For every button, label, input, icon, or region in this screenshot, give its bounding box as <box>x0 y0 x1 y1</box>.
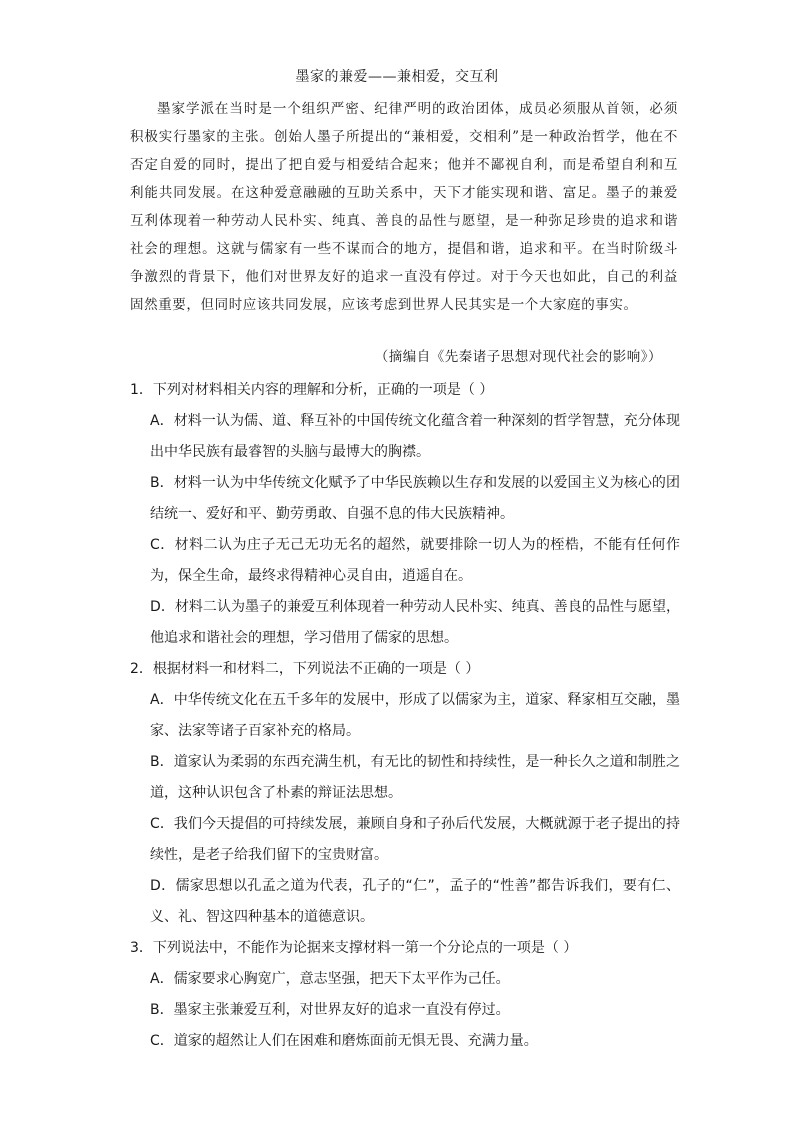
question-1 <box>130 375 680 654</box>
option-a: A．材料一认为儒、道、释互补的中国传统文化蕴含着一种深刻的哲学智慧，充分体现出中华民族有最睿智的头脑与最博大的胸襟。 <box>150 413 680 460</box>
option-d: D．儒家思想以孔孟之道为代表，孔子的“仁”，孟子的“性善”都告诉我们，要有仁、义、礼、智这四种基本的道德意识。 <box>150 878 680 925</box>
question-stem: 3．下列说法中，不能作为论据来支撑材料一第一个分论点的一项是（ ） <box>130 940 578 956</box>
option-d: D．材料二认为墨子的兼爱互利体现着一种劳动人民朴实、纯真、善良的品性与愿望，他追求和谐社会的理想，学习借用了儒家的思想。 <box>150 599 680 646</box>
question-2 <box>130 654 680 933</box>
option-b: B．材料一认为中华传统文化赋予了中华民族赖以生存和发展的以爱国主义为核心的团结统一、爱好和平、勤劳勇敢、自强不息的伟大民族精神。 <box>150 475 680 522</box>
passage-title: 墨家的兼爱——兼相爱，交互利 <box>295 69 499 85</box>
question-stem: 2．根据材料一和材料二，下列说法不正确的一项是（ ） <box>130 661 480 677</box>
option-c: C．道家的超然让人们在困难和磨炼面前无惧无畏、充满力量。 <box>150 1033 538 1049</box>
passage-source: （摘编自《先秦诸子思想对现代社会的影响》） <box>374 349 662 365</box>
option-c: C．我们今天提倡的可持续发展，兼顾自身和子孙后代发展，大概就源于老子提出的持续性，是老子给我们留下的宝贵财富。 <box>150 816 680 863</box>
option-a: A．儒家要求心胸宽广，意志坚强，把天下太平作为己任。 <box>150 971 510 987</box>
question-stem: 1．下列对材料相关内容的理解和分析，正确的一项是（ ） <box>130 382 494 398</box>
question-list <box>130 375 680 1057</box>
option-c: C．材料二认为庄子无己无功无名的超然，就要排除一切人为的桎梏，不能有任何作为，保全生命，最终求得精神心灵自由，逍遥自在。 <box>150 537 680 584</box>
passage-body: 墨家学派在当时是一个组织严密、纪律严明的政治团体，成员必须服从首领，必须积极实行墨家的主张。创始人墨子所提出的“兼相爱，交相利”是一种政治哲学，他在不否定自爱的同时，提出了把自爱与相爱结合起来；他并不鄙视自利，而是希望自利和互利能共同发展。在这种爱意融融的互助关系中，天下才能实现和谐、富足。墨子的兼爱互利体现着一种劳动人民朴实、纯真、善良的品性与愿望，是一种弥足珍贵的追求和谐社会的理想。这就与儒家有一些不谋而合的地方，提倡和谐，追求和平。在当时阶级斗争激烈的背景下，他们对世界友好的追求一直没有停过。对于今天也如此，自己的利益固然重要，但同时应该共同发展，应该考虑到世界人民其实是一个大家庭的事实。 <box>130 101 678 313</box>
question-3 <box>130 933 680 1057</box>
option-a: A．中华传统文化在五千多年的发展中，形成了以儒家为主，道家、释家相互交融，墨家、法家等诸子百家补充的格局。 <box>150 692 680 739</box>
option-b: B．道家认为柔弱的东西充满生机，有无比的韧性和持续性，是一种长久之道和制胜之道，这种认识包含了朴素的辩证法思想。 <box>150 754 680 801</box>
option-b: B．墨家主张兼爱互利，对世界友好的追求一直没有停过。 <box>150 1002 510 1018</box>
